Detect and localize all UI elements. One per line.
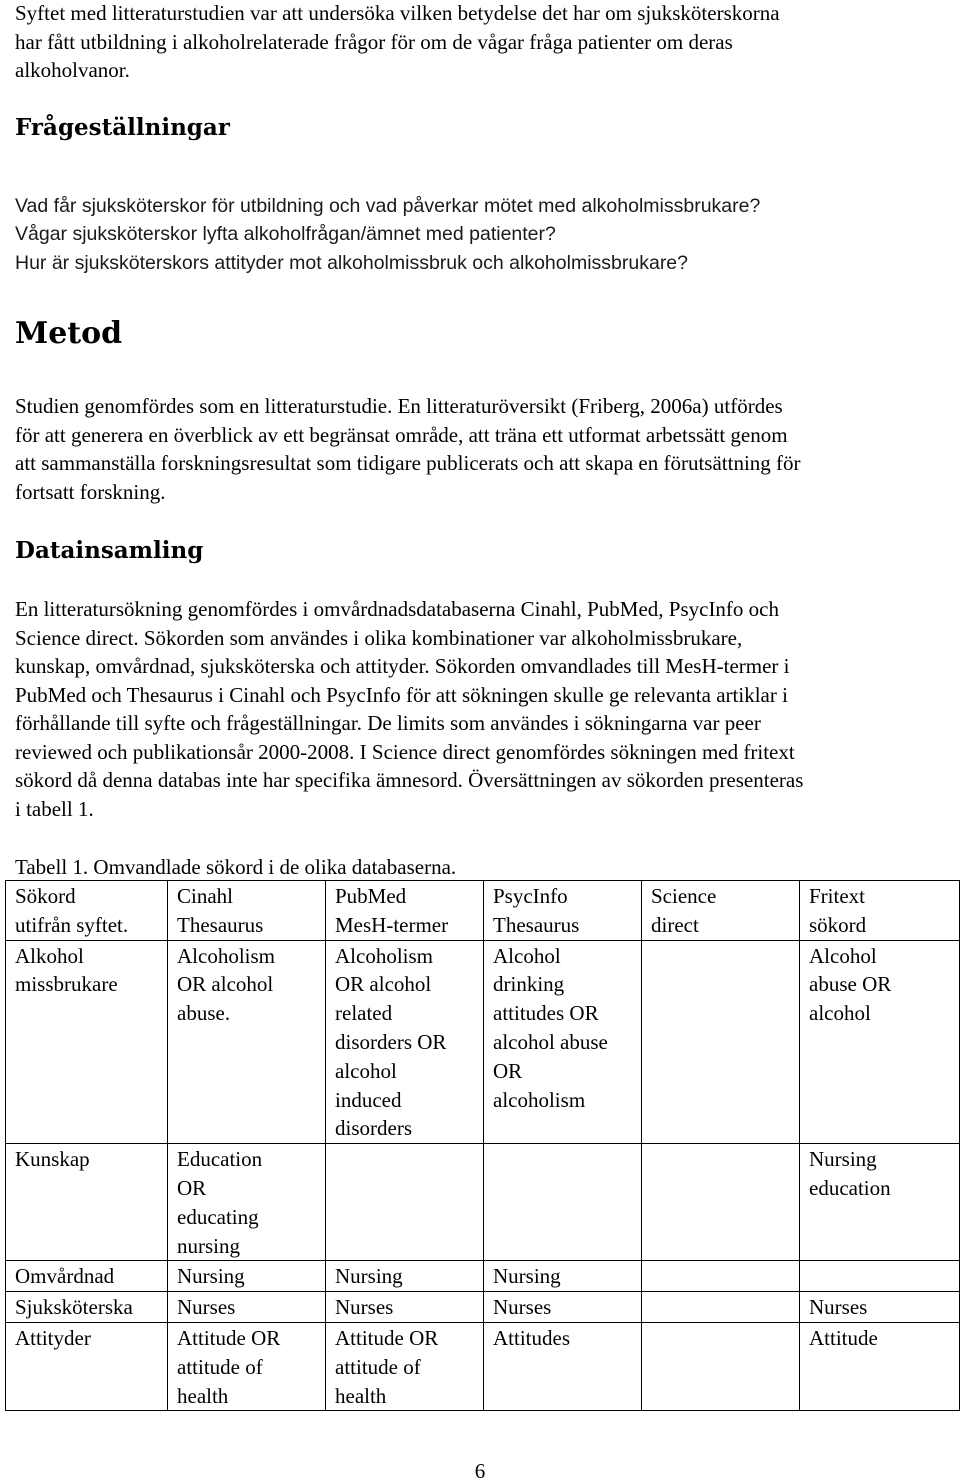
table-cell bbox=[6, 1292, 168, 1323]
table-cell bbox=[326, 940, 484, 1144]
table-cell bbox=[326, 1144, 484, 1261]
data-collection-line: En litteratursökning genomfördes i omvårdnadsdatabaserna Cinahl, PubMed, PsycInfo och bbox=[15, 597, 779, 621]
data-collection-line: i tabell 1. bbox=[15, 796, 94, 821]
cell-text: Alcoholism bbox=[177, 943, 275, 968]
table-row bbox=[6, 940, 960, 1144]
table-cell bbox=[168, 940, 326, 1144]
cell-text: abuse OR bbox=[809, 972, 892, 997]
questions-heading: Frågeställningar bbox=[15, 114, 230, 141]
cell-text: related bbox=[335, 1001, 393, 1026]
table-cell bbox=[6, 1144, 168, 1261]
method-paragraph bbox=[15, 392, 801, 506]
cell-text: Alcohol bbox=[493, 943, 561, 968]
cell-text: Alcohol bbox=[809, 943, 877, 968]
table-cell bbox=[800, 1144, 960, 1261]
cell-text: OR bbox=[177, 1175, 207, 1200]
cell-text: MesH-termer bbox=[335, 912, 449, 937]
table-cell bbox=[326, 1261, 484, 1292]
cell-text: missbrukare bbox=[15, 972, 118, 997]
cell-text: Kunskap bbox=[15, 1147, 90, 1172]
cell-text: OR bbox=[493, 1058, 523, 1083]
cell-text: Attitudes bbox=[493, 1325, 570, 1350]
cell-text: Nurses bbox=[177, 1295, 236, 1320]
cell-text: Science bbox=[651, 884, 717, 908]
cell-text: PsycInfo bbox=[493, 884, 568, 908]
cell-text: health bbox=[335, 1383, 387, 1408]
cell-text: Nurses bbox=[335, 1295, 394, 1320]
table-cell bbox=[484, 940, 642, 1144]
method-heading: Metod bbox=[15, 316, 123, 351]
data-collection-line: förhållande till syfte och frågeställningar. De limits som användes i sökningarna var peer bbox=[15, 711, 761, 735]
cell-text: Omvårdnad bbox=[15, 1264, 115, 1289]
table-cell bbox=[326, 881, 484, 941]
cell-text: attitudes OR bbox=[493, 1001, 599, 1026]
table-cell bbox=[484, 1322, 642, 1410]
method-line: att sammanställa forskningsresultat som tidigare publicerats och att skapa en förutsättning för bbox=[15, 451, 801, 475]
data-collection-line: kunskap, omvårdnad, sjuksköterska och attityder. Sökorden omvandlades till MesH-termer i bbox=[15, 654, 790, 678]
cell-text: Education bbox=[177, 1147, 263, 1172]
table-cell bbox=[642, 1144, 800, 1261]
table-cell bbox=[484, 1292, 642, 1323]
method-line: fortsatt forskning. bbox=[15, 479, 166, 504]
table-cell bbox=[168, 1261, 326, 1292]
table-cell bbox=[642, 1292, 800, 1323]
table-header-row bbox=[6, 881, 960, 941]
question-line: Hur är sjuksköterskors attityder mot alkoholmissbruk och alkoholmissbrukare? bbox=[15, 251, 688, 274]
cell-text: Nursing bbox=[809, 1147, 877, 1172]
table-cell bbox=[642, 940, 800, 1144]
cell-text: abuse. bbox=[177, 1001, 231, 1026]
table-row bbox=[6, 1144, 960, 1261]
cell-text: alcohol bbox=[809, 1001, 871, 1026]
data-collection-heading: Datainsamling bbox=[15, 537, 204, 564]
data-collection-line: reviewed och publikationsår 2000-2008. I Science direct genomfördes sökningen med fritext bbox=[15, 739, 795, 764]
cell-text: OR alcohol bbox=[335, 972, 432, 997]
table-cell bbox=[326, 1322, 484, 1410]
table-cell bbox=[642, 881, 800, 941]
cell-text: Alkohol bbox=[15, 943, 84, 968]
table-cell bbox=[6, 940, 168, 1144]
cell-text: Attitude OR bbox=[335, 1325, 439, 1350]
cell-text: attitude of bbox=[335, 1354, 421, 1379]
intro-line: har fått utbildning i alkoholrelaterade frågor för om de vågar fråga patienter om deras bbox=[15, 29, 733, 54]
table-cell bbox=[800, 1322, 960, 1410]
table-row bbox=[6, 1261, 960, 1292]
table-cell bbox=[800, 1292, 960, 1323]
table-cell bbox=[484, 1144, 642, 1261]
cell-text: Attitude bbox=[809, 1325, 878, 1350]
table-cell bbox=[800, 940, 960, 1144]
table-row bbox=[6, 1322, 960, 1410]
cell-text: Attityder bbox=[15, 1325, 91, 1350]
intro-paragraph bbox=[15, 0, 780, 85]
cell-text: Nursing bbox=[335, 1264, 403, 1289]
cell-text: disorders OR bbox=[335, 1029, 447, 1054]
table-cell bbox=[168, 1322, 326, 1410]
cell-text: nursing bbox=[177, 1233, 240, 1258]
cell-text: Attitude OR bbox=[177, 1325, 281, 1350]
method-line: Studien genomfördes som en litteraturstudie. En litteraturöversikt (Friberg, 2006a) utfördes bbox=[15, 394, 783, 418]
page-number: 6 bbox=[474, 1459, 486, 1483]
cell-text: Fritext bbox=[809, 884, 865, 908]
table-cell bbox=[484, 1261, 642, 1292]
cell-text: Sjuksköterska bbox=[15, 1295, 133, 1320]
table-cell bbox=[168, 1292, 326, 1323]
questions-list bbox=[15, 192, 760, 278]
cell-text: Thesaurus bbox=[493, 912, 580, 937]
cell-text: Nursing bbox=[177, 1264, 245, 1289]
cell-text: Cinahl bbox=[177, 884, 233, 908]
question-line: Vågar sjuksköterskor lyfta alkoholfrågan/ämnet med patienter? bbox=[15, 223, 556, 245]
intro-line: alkoholvanor. bbox=[15, 58, 130, 82]
data-collection-line: PubMed och Thesaurus i Cinahl och PsycInfo för att sökningen skulle ge relevanta artiklar i bbox=[15, 682, 788, 707]
cell-text: alcoholism bbox=[493, 1087, 586, 1112]
table-caption: Tabell 1. Omvandlade sökord i de olika databaserna. bbox=[15, 855, 457, 879]
table-cell bbox=[168, 1144, 326, 1261]
table-cell bbox=[168, 881, 326, 941]
cell-text: Thesaurus bbox=[177, 912, 264, 937]
cell-text: educating bbox=[177, 1204, 259, 1229]
data-collection-line: Science direct. Sökorden som användes i olika kombinationer var alkoholmissbrukare, bbox=[15, 625, 743, 650]
question-line: Vad får sjuksköterskor för utbildning och vad påverkar mötet med alkoholmissbrukare? bbox=[15, 194, 761, 217]
cell-text: Alcoholism bbox=[335, 943, 433, 968]
cell-text: alcohol abuse bbox=[493, 1029, 608, 1054]
table-cell bbox=[800, 881, 960, 941]
cell-text: disorders bbox=[335, 1116, 412, 1141]
cell-text: Nurses bbox=[493, 1295, 552, 1320]
table-cell bbox=[6, 881, 168, 941]
cell-text: Nurses bbox=[809, 1295, 868, 1320]
method-line: för att generera en överblick av ett begränsat område, att träna ett utformat arbetssätt genom bbox=[15, 422, 788, 447]
cell-text: health bbox=[177, 1383, 229, 1408]
cell-text: utifrån syftet. bbox=[15, 912, 129, 937]
table-cell bbox=[642, 1261, 800, 1292]
cell-text: OR alcohol bbox=[177, 972, 274, 997]
cell-text: Nursing bbox=[493, 1264, 561, 1289]
data-collection-line: sökord då denna databas inte har specifika ämnesord. Översättningen av sökorden presenteras bbox=[15, 768, 804, 792]
cell-text: attitude of bbox=[177, 1354, 263, 1379]
table-body bbox=[6, 881, 960, 1411]
table-cell bbox=[326, 1292, 484, 1323]
cell-text: drinking bbox=[493, 972, 565, 997]
cell-text: alcohol bbox=[335, 1058, 397, 1083]
cell-text: sökord bbox=[809, 912, 867, 937]
data-collection-paragraph bbox=[15, 595, 803, 823]
cell-text: Sökord bbox=[15, 884, 76, 908]
table-cell bbox=[484, 881, 642, 941]
cell-text: PubMed bbox=[335, 884, 407, 908]
cell-text: direct bbox=[651, 912, 699, 937]
intro-line: Syftet med litteraturstudien var att undersöka vilken betydelse det har om sjuksköterskorna bbox=[15, 1, 780, 25]
table-cell bbox=[6, 1322, 168, 1410]
table-cell bbox=[642, 1322, 800, 1410]
cell-text: induced bbox=[335, 1087, 402, 1112]
search-terms-table bbox=[5, 880, 960, 1411]
cell-text: education bbox=[809, 1175, 891, 1200]
table-cell bbox=[800, 1261, 960, 1292]
table-row bbox=[6, 1292, 960, 1323]
table-cell bbox=[6, 1261, 168, 1292]
